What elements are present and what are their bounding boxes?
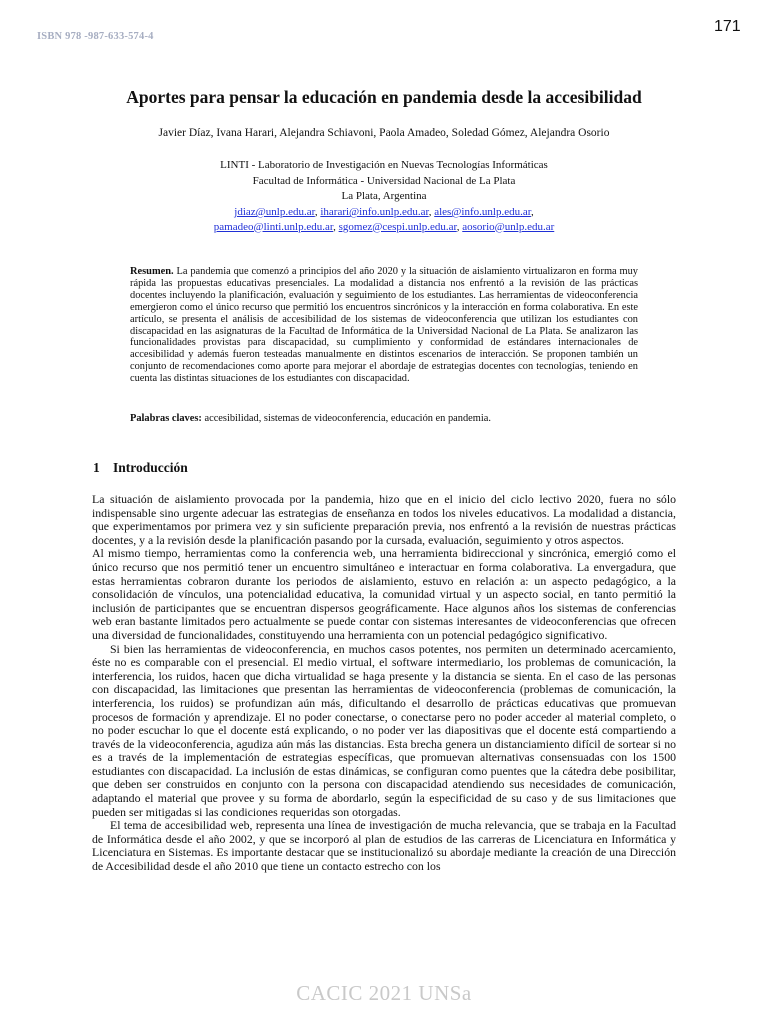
conference-footer: CACIC 2021 UNSa xyxy=(296,981,472,1005)
affiliation-block xyxy=(60,158,708,205)
keywords-text: accesibilidad, sistemas de videoconferencia, educación en pandemia. xyxy=(204,413,491,424)
affiliation-location: La Plata, Argentina xyxy=(341,190,427,202)
email-link-ales[interactable]: ales@info.unlp.edu.ar xyxy=(434,206,531,218)
affiliation-lab: LINTI - Laboratorio de Investigación en Nuevas Tecnologías Informáticas xyxy=(220,159,548,171)
section-number: 1 xyxy=(93,460,100,475)
paragraph-3: Si bien las herramientas de videoconferencia, en muchos casos potentes, nos permiten un determinado acercamiento, éste no es comparable con el presencial. El medio virtual, el software intermediario, los problemas de comunicación, la interferencia, los ruidos, hacen que dicha virtualidad se haga presente y la distancia se sienta. En el caso de las personas con discapacidad, las limitaciones que presentan las herramientas de videoconferencia (problemas de comunicación, la interferencia, los ruidos) se profundizan aún más, dificultando el desarrollo de prácticas educativas que promuevan procesos de formación y aprendizaje. El no poder conectarse, o conectarse pero no poder acceder al material completo, o no poder escuchar lo que el docente está explicando, o no poder ver las diapositivas que el docente está compartiendo a través de la videoconferencia, agudiza aún más las distancias. Esta brecha genera un distanciamiento difícil de sortear si no es a través de la implementación de estrategias específicas, que promuevan alternativas consensuadas con los 1500 estudiantes con discapacidad. La inclusión de estas dinámicas, se configuran como puentes que la cátedra debe posibilitar, que deben ser construidos en conjunto con la persona con discapacidad atendiendo sus necesidades de comunicación, adaptando el material que provee y su forma de abordarlo, según la especificidad de su caso y de sus limitaciones que pueden ser mitigadas si las condiciones requeridas son otorgadas. xyxy=(92,641,676,819)
section-title: Introducción xyxy=(113,460,188,475)
email-link-iharari[interactable]: iharari@info.unlp.edu.ar xyxy=(320,206,429,218)
author-list: Javier Díaz, Ivana Harari, Alejandra Schiavoni, Paola Amadeo, Soledad Gómez, Alejandra Osorio xyxy=(158,127,610,139)
email-separator: , xyxy=(314,206,318,218)
email-link-jdiaz[interactable]: jdiaz@unlp.edu.ar xyxy=(234,206,315,218)
abstract-label: Resumen. xyxy=(130,266,174,277)
email-list xyxy=(60,205,708,234)
keywords-label: Palabras claves: xyxy=(130,413,202,424)
email-separator: , xyxy=(456,220,460,233)
section-heading xyxy=(93,460,188,476)
paragraph-1: La situación de aislamiento provocada por la pandemia, hizo que en el inicio del ciclo lectivo 2020, fuera no sólo indispensable sino urgente adecuar las estrategias de enseñanza en todos los niveles educativos. La modalidad a distancia, que experimentamos por primera vez y sin suficiente preparación previa, nos enfrentó a la revisión de nuestras prácticas docentes, y a la revisión desde la planificación pasando por la cursada, evaluación, seguimiento y otros aspectos. xyxy=(92,492,676,547)
email-separator: , xyxy=(530,206,534,218)
email-row-2 xyxy=(60,220,708,235)
email-separator: , xyxy=(428,206,432,218)
email-link-pamadeo[interactable]: pamadeo@linti.unlp.edu.ar xyxy=(213,220,334,233)
email-link-aosorio[interactable]: aosorio@unlp.edu.ar xyxy=(462,220,555,233)
affiliation-faculty: Facultad de Informática - Universidad Nacional de La Plata xyxy=(252,174,516,187)
paragraph-4: El tema de accesibilidad web, representa una línea de investigación de mucha relevancia, que se trabaja en la Facultad de Informática desde el año 2002, y que se incorporó al plan de estudios de las carreras de Licenciatura en Informática y Licenciatura en Sistemas. Es importante destacar que se institucionalizó su abordaje mediante la creación de una Dirección de Accesibilidad desde el año 2010 que tiene un contacto estrecho con los xyxy=(92,818,676,874)
email-separator: , xyxy=(333,220,336,233)
page-number: 171 xyxy=(714,18,741,35)
paper-title: Aportes para pensar la educación en pandemia desde la accesibilidad xyxy=(126,87,642,107)
email-link-sgomez[interactable]: sgomez@cespi.unlp.edu.ar xyxy=(338,220,457,233)
paragraph-2: Al mismo tiempo, herramientas como la conferencia web, una herramienta bidireccional y sincrónica, emergió como el único recurso que nos permitió tener un encuentro simultáneo e interactuar en forma colaborativa. La envergadura, que estas herramientas cobraron durante los periodos de aislamiento, estuvo en relación a: un aspecto pedagógico, a la consolidación de vínculos, una potencialidad educativa, la comunidad virtual y un aspecto social, en tanto permitió la inclusión de participantes que se encuentran dispersos geográficamente. Hace algunos años los sistemas de conferencias web eran bastante limitados pero actualmente se puede contar con sistemas interesantes de videoconferencias que ofrecen una diversidad de funcionalidades, constituyendo una herramienta con un potencial pedagógico significativo. xyxy=(92,546,676,642)
abstract-text: La pandemia que comenzó a principios del año 2020 y la situación de aislamiento virtualizaron en forma muy rápida las propuestas educativas presenciales. La modalidad a distancia nos enfrentó a la revisión de las prácticas docentes incluyendo la planificación, evaluación y seguimiento de los estudiantes. Las herramientas de videoconferencia emergieron como el único recurso que permitió los encuentros sincrónicos y la interacción en forma colaborativa. En este artículo, se presenta el análisis de accesibilidad de los sistemas de videoconferencia que utilizan los estudiantes con discapacidad en las asignaturas de la Facultad de Informática de la Universidad Nacional de La Plata. Se analizaron las funcionalidades provistas para discapacidad, su cumplimiento y conformidad de estándares internacionales de accesibilidad y además fueron testeadas manualmente en distintos escenarios de interacción. Se proponen también un conjunto de recomendaciones como aporte para mejorar el abordaje de estrategias docentes con tecnologías, teniendo en cuenta las distintas situaciones de los estudiantes con discapacidad. xyxy=(130,266,638,385)
body-text xyxy=(92,493,676,874)
abstract xyxy=(130,266,638,385)
isbn-header: ISBN 978 -987-633-574-4 xyxy=(37,31,154,42)
email-row-1 xyxy=(60,205,708,220)
keywords xyxy=(130,413,638,425)
